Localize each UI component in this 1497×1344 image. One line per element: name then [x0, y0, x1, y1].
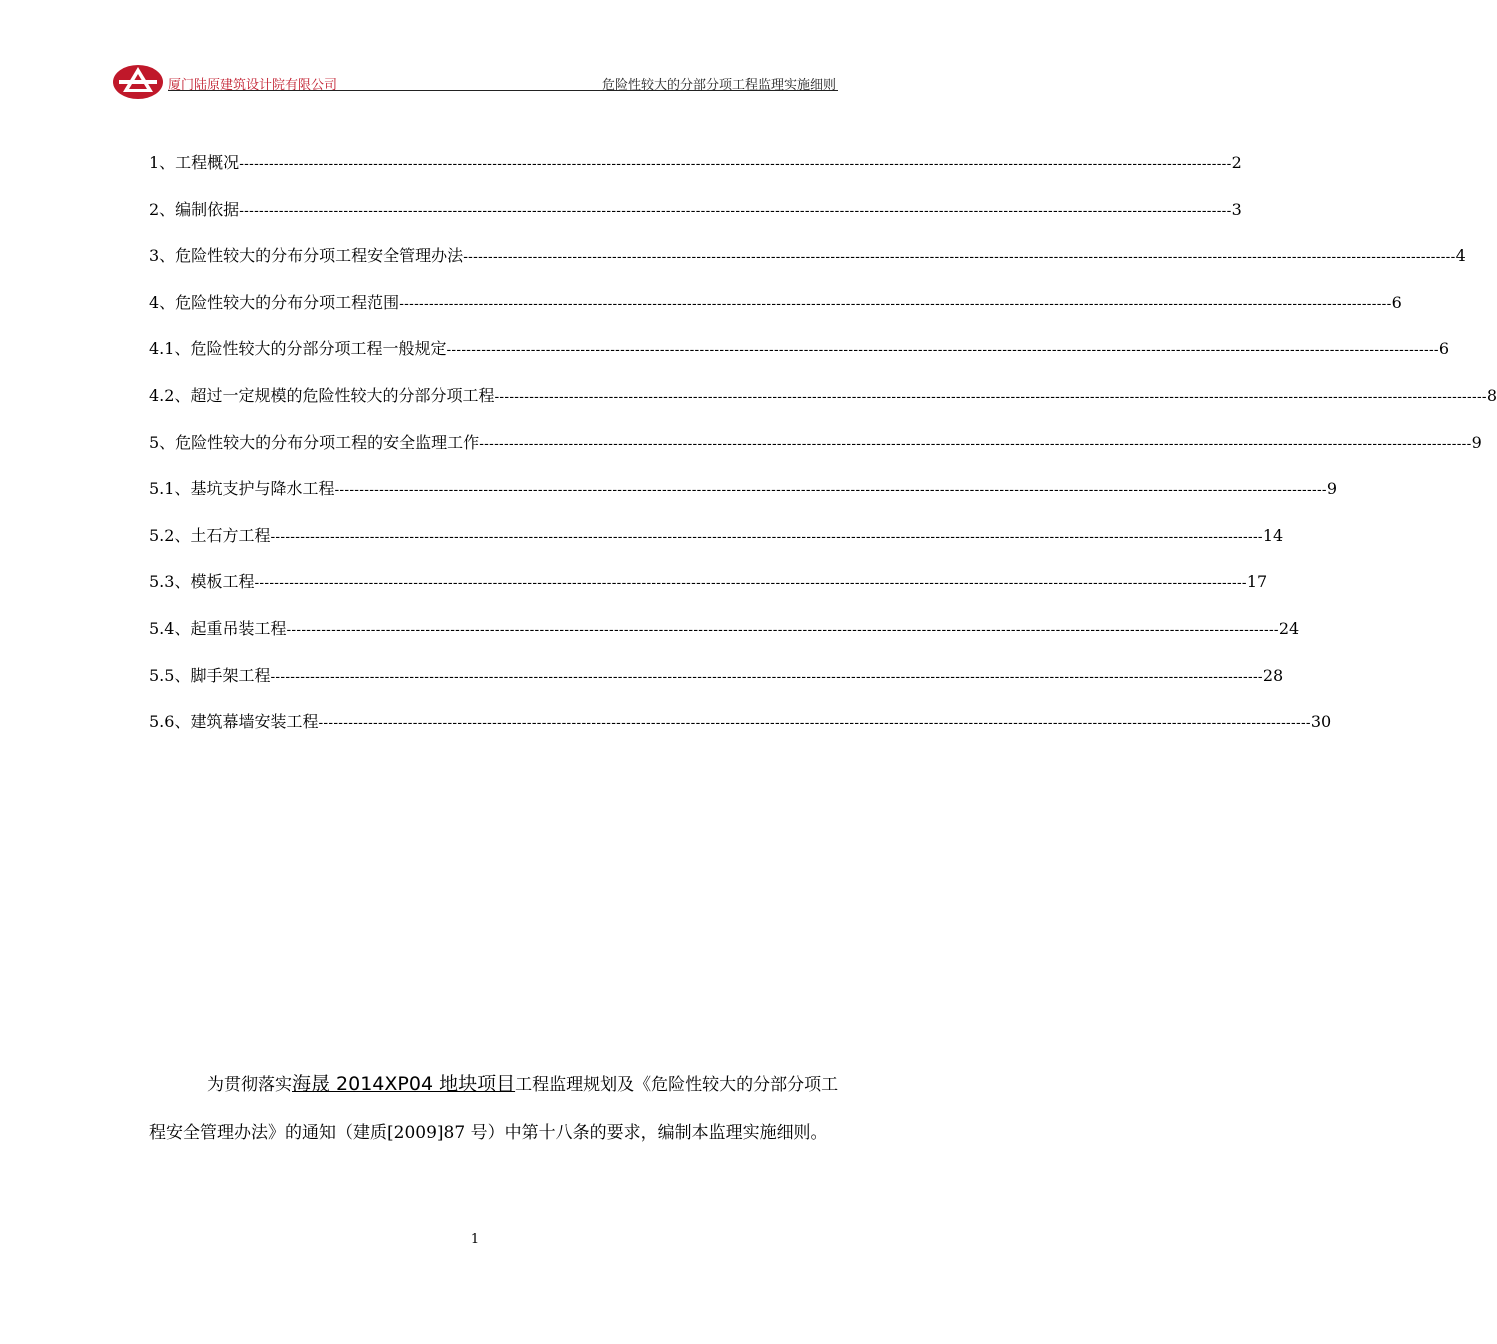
toc-entry[interactable]: [149, 383, 1497, 430]
toc-page: 9: [1471, 432, 1482, 452]
toc-label: 5.2、土石方工程: [149, 525, 271, 545]
header-rule: [168, 90, 838, 91]
toc-label: 5.3、模板工程: [149, 572, 255, 592]
toc-page: 30: [1310, 712, 1332, 732]
toc-entry[interactable]: [149, 290, 1402, 337]
toc-entry[interactable]: [149, 523, 1284, 570]
toc-leader: --------------------------------------------------------------------------------------------------------------------------------------------------------------------------------------------------------: [479, 434, 1472, 451]
toc-leader: --------------------------------------------------------------------------------------------------------------------------------------------------------------------------------------------------------: [254, 574, 1247, 591]
toc-page: 6: [1391, 292, 1402, 312]
toc-entry[interactable]: [149, 150, 1242, 197]
toc-page: 3: [1231, 199, 1242, 219]
toc-page: 9: [1326, 479, 1338, 499]
intro-text-after: 工程监理规划及《危险性较大的分部分项工程安全管理办法》的通知（建质[2009]87 号）中第十八条的要求，编制本监理实施细则。: [149, 1075, 839, 1143]
toc-entry[interactable]: [149, 243, 1466, 290]
toc-leader: --------------------------------------------------------------------------------------------------------------------------------------------------------------------------------------------------------: [239, 155, 1232, 171]
toc-page: 28: [1262, 665, 1284, 685]
toc-entry[interactable]: [149, 476, 1338, 523]
page-number: 1: [470, 1232, 480, 1247]
toc-page: 8: [1486, 385, 1497, 405]
toc-page: 2: [1231, 153, 1242, 172]
toc-label: 4.1、危险性较大的分部分项工程一般规定: [149, 339, 447, 359]
intro-text-before: 为贯彻落实: [207, 1075, 292, 1095]
company-name: 厦门陆原建筑设计院有限公司: [168, 78, 338, 93]
toc-entry[interactable]: [149, 197, 1242, 244]
toc-page: 6: [1438, 339, 1450, 359]
toc-label: 5、危险性较大的分布分项工程的安全监理工作: [149, 432, 480, 452]
document-title: 危险性较大的分部分项工程监理实施细则: [601, 78, 836, 93]
toc-leader: --------------------------------------------------------------------------------------------------------------------------------------------------------------------------------------------------------: [239, 201, 1232, 218]
toc-label: 3、危险性较大的分布分项工程安全管理办法: [149, 246, 464, 266]
toc-leader: --------------------------------------------------------------------------------------------------------------------------------------------------------------------------------------------------------: [318, 714, 1311, 731]
intro-paragraph: [149, 1060, 841, 1157]
table-of-contents: [149, 150, 1497, 756]
toc-leader: --------------------------------------------------------------------------------------------------------------------------------------------------------------------------------------------------------: [494, 387, 1487, 404]
toc-leader: --------------------------------------------------------------------------------------------------------------------------------------------------------------------------------------------------------: [270, 667, 1263, 684]
project-name: 海晟 2014XP04 地块项目: [292, 1073, 516, 1095]
toc-entry[interactable]: [149, 616, 1300, 663]
toc-leader: --------------------------------------------------------------------------------------------------------------------------------------------------------------------------------------------------------: [334, 481, 1327, 498]
company-logo-icon: [112, 62, 164, 102]
toc-label: 2、编制依据: [149, 199, 240, 219]
toc-entry[interactable]: [149, 430, 1482, 477]
toc-leader: --------------------------------------------------------------------------------------------------------------------------------------------------------------------------------------------------------: [463, 248, 1456, 265]
toc-label: 4、危险性较大的分布分项工程范围: [149, 292, 400, 312]
toc-leader: --------------------------------------------------------------------------------------------------------------------------------------------------------------------------------------------------------: [399, 294, 1392, 311]
toc-entry[interactable]: [149, 709, 1332, 756]
toc-leader: --------------------------------------------------------------------------------------------------------------------------------------------------------------------------------------------------------: [270, 527, 1263, 544]
toc-entry[interactable]: [149, 663, 1284, 710]
toc-label: 1、工程概况: [149, 153, 240, 172]
toc-page: 4: [1455, 246, 1466, 266]
toc-leader: --------------------------------------------------------------------------------------------------------------------------------------------------------------------------------------------------------: [446, 341, 1439, 358]
toc-label: 5.1、基坑支护与降水工程: [149, 479, 335, 499]
toc-leader: --------------------------------------------------------------------------------------------------------------------------------------------------------------------------------------------------------: [286, 620, 1279, 637]
toc-label: 5.5、脚手架工程: [149, 665, 271, 685]
toc-entry[interactable]: [149, 336, 1450, 383]
toc-page: 24: [1278, 618, 1300, 638]
toc-label: 5.6、建筑幕墙安装工程: [149, 712, 319, 732]
toc-label: 5.4、起重吊装工程: [149, 618, 287, 638]
toc-entry[interactable]: [149, 569, 1268, 616]
toc-label: 4.2、超过一定规模的危险性较大的分部分项工程: [149, 385, 495, 405]
page-header: [112, 62, 838, 102]
toc-page: 14: [1262, 525, 1284, 545]
toc-page: 17: [1246, 572, 1268, 592]
